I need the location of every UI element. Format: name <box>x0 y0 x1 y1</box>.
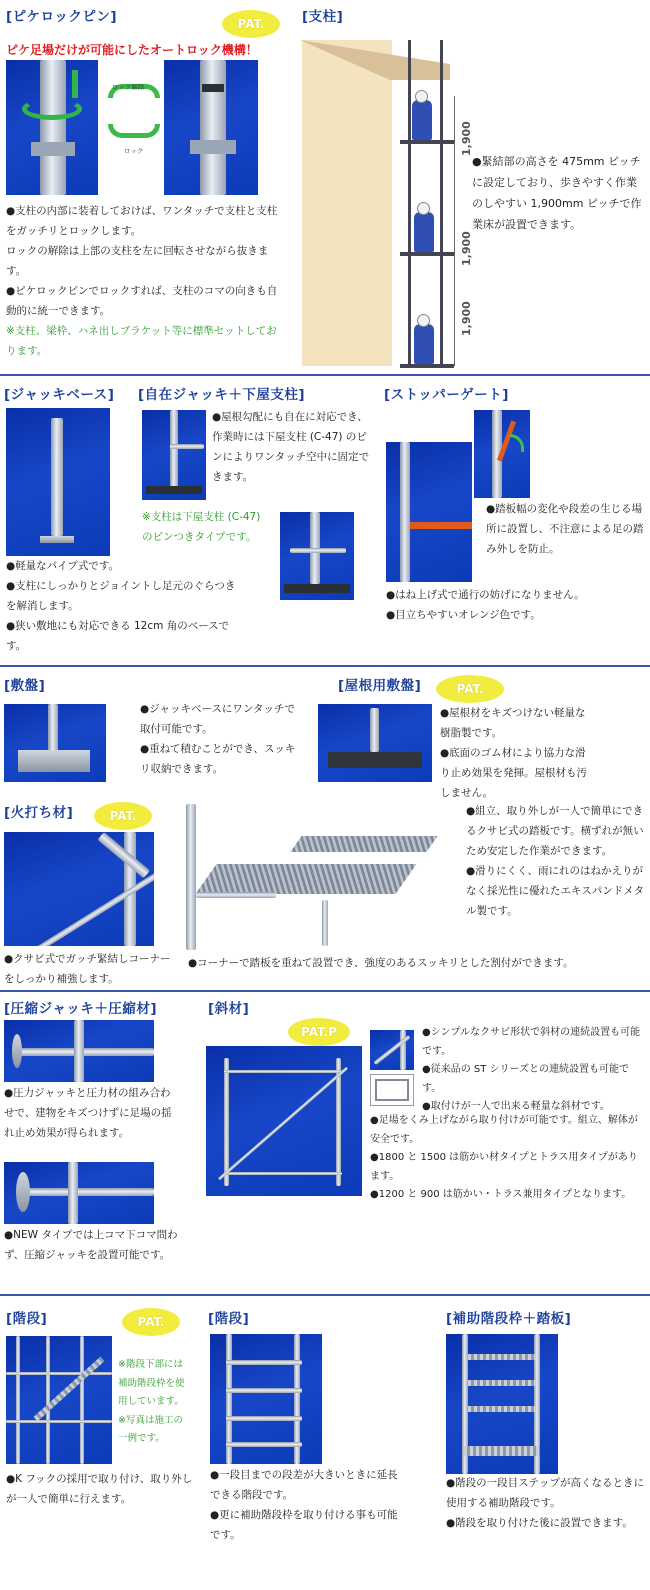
stairs1-text: ●K フックの採用で取り付け、取り外しが一人で簡単に行えます。 <box>6 1473 193 1505</box>
stairs1-photo <box>6 1336 112 1464</box>
aux-stairs-title: [補助階段枠＋踏板] <box>446 1311 572 1327</box>
unlock-label: ロック解除 <box>112 83 145 91</box>
stopper-photo-1 <box>386 442 472 582</box>
diagonal-text-3: ●取付けが一人で出来る軽量な斜材です。 <box>422 1101 610 1112</box>
diagonal-text-5: ●1800 と 1500 は筋かい材タイプとトラス用タイプがあります。 <box>370 1152 638 1182</box>
jack-base-text-1: ●軽量なパイプ式です。 <box>6 560 120 572</box>
diagonal-text-4: ●足場をくみ上げながら取り付けが可能です。組立、解体が安全です。 <box>370 1115 638 1145</box>
pin-subtitle: ピケ足場だけが可能にしたオートロック機構！ <box>6 43 258 57</box>
compress-photo-1 <box>4 1020 154 1082</box>
pat-badge: PAT. <box>436 675 504 703</box>
stopper-text-3: ●目立ちやすいオレンジ色です。 <box>386 608 541 621</box>
plank-text-2: ●滑りにくく、雨にれのはねかえりがなく採光性に優れたエキスパンドメタル製です。 <box>466 864 645 917</box>
stairs2-text <box>210 1466 398 1546</box>
plank-text-3: ●コーナーで踏板を重ねて設置でき、強度のあるスッキリとした割付ができます。 <box>188 957 574 969</box>
pin-text-2: ロックの解除は上部の支柱を左に回転させながら抜きます。 <box>6 244 269 277</box>
pat-badge: PAT. <box>222 10 280 38</box>
column-diagram <box>400 40 454 368</box>
section-divider <box>0 665 650 667</box>
plank-text-1: ●組立、取り外しが一人で簡単にできるクサビ式の踏板です。横ずれが無いため安定した作業ができます。 <box>466 805 644 857</box>
plank-text <box>466 802 646 922</box>
pat-badge: PAT.P <box>288 1018 350 1046</box>
pin-photo-right <box>164 60 258 195</box>
compress-text-1: ●圧力ジャッキと圧力材の組み合わせで、建物をキズつけずに足場の揺れ止め効果が得られます。 <box>4 1087 172 1139</box>
dimension-3: 1,900 <box>460 301 473 336</box>
stopper-title: [ストッパーゲート] <box>384 387 509 403</box>
brace-title: [火打ち材] <box>4 805 74 821</box>
jack-base-title: [ジャッキベース] <box>4 387 115 403</box>
compress-title: [圧縮ジャッキ＋圧縮材] <box>4 1001 158 1017</box>
lock-arrow-icon <box>108 124 160 138</box>
dimension-2: 1,900 <box>460 231 473 266</box>
roof-shikiban-text-1: ●屋根材をキズつけない軽量な樹脂製です。 <box>440 707 586 739</box>
free-jack-title: [自在ジャッキ＋下屋支柱] <box>138 387 306 403</box>
compress-photo-2 <box>4 1162 154 1224</box>
plank-photo <box>176 804 438 950</box>
pin-text-3: ●ピケロックピンでロックすれば、支柱のコマの向きも自動的に統一できます。 <box>6 284 278 317</box>
stairs2-text-2: ●更に補助階段枠を取り付ける事も可能です。 <box>210 1508 398 1541</box>
diagonal-photo <box>206 1046 362 1196</box>
jack-base-text-2: ●支柱にしっかりとジョイントし足元のぐらつきを解消します。 <box>6 579 236 612</box>
dimension-1: 1,900 <box>460 121 473 156</box>
free-jack-photo <box>142 410 206 500</box>
free-jack-note: ※支柱は下屋支柱 (C-47) のピンつきタイプです。 <box>142 511 261 543</box>
diagonal-detail-2 <box>370 1074 414 1106</box>
shikiban-photo <box>4 704 106 782</box>
aux-stairs-text-1: ●階段の一段目ステップが高くなるときに使用する補助階段です。 <box>446 1477 644 1509</box>
roof-shikiban-title: [屋根用敷盤] <box>338 678 422 694</box>
shikiban-text <box>140 700 300 780</box>
pin-title: [ピケロックピン] <box>6 9 118 25</box>
roof-shikiban-text <box>440 704 590 804</box>
diagonal-text-6: ●1200 と 900 は筋かい・トラス兼用タイプとなります。 <box>370 1189 632 1200</box>
diagonal-text-top <box>422 1024 646 1117</box>
pin-text <box>6 202 278 362</box>
section-divider <box>0 374 650 376</box>
shikiban-text-2: ●重ねて積むことができ、スッキリ収納できます。 <box>140 742 296 775</box>
dimension-line <box>454 96 455 366</box>
jack-base-text <box>6 557 240 657</box>
section-divider <box>0 1294 650 1296</box>
pin-note: ※支柱、梁枠、ハネ出しブラケット等に標準セットしております。 <box>6 324 277 357</box>
aux-stairs-text <box>446 1474 646 1534</box>
stopper-text <box>386 586 646 626</box>
stairs1-title: [階段] <box>6 1311 48 1327</box>
pin-photo-left <box>6 60 98 195</box>
brace-text: ●クサビ式でガッチ緊結しコーナーをしっかり補強します。 <box>4 953 171 985</box>
aux-stairs-photo <box>446 1334 558 1474</box>
free-jack-photo-2 <box>280 512 354 600</box>
diagonal-detail-1 <box>370 1030 414 1070</box>
pin-text-1: ●支柱の内部に装着しておけば、ワンタッチで支柱と支柱をガッチリとロックします。 <box>6 205 278 237</box>
stopper-text-1: ●踏板幅の変化や段差の生じる場所に設置し、不注意による足の踏み外しを防止。 <box>486 503 644 555</box>
diagonal-text-1: ●シンプルなクサビ形状で斜材の連続設置も可能です。 <box>422 1027 641 1057</box>
free-jack-text: ●屋根勾配にも自在に対応でき、作業時には下屋支柱 (C-47) のピンによりワンタッチ空中に固定できます。 <box>212 411 370 483</box>
wall-illustration <box>302 40 392 366</box>
brace-photo <box>4 832 154 946</box>
roof-shikiban-text-2: ●底面のゴム材により協力な滑り止め効果を発揮。屋根材も汚しません。 <box>440 746 587 799</box>
shikiban-text-1: ●ジャッキベースにワンタッチで取付可能です。 <box>140 703 296 735</box>
pat-badge: PAT. <box>122 1308 180 1336</box>
diagonal-text-bottom <box>370 1112 646 1205</box>
stairs2-photo <box>210 1334 322 1464</box>
roof-shikiban-photo <box>318 704 432 782</box>
stopper-photo-2 <box>474 410 530 498</box>
compress-text-2: ●NEW タイプでは上コマ下コマ問わず、圧縮ジャッキを設置可能です。 <box>4 1229 178 1261</box>
stairs1-note: ※階段下部には補助階段枠を使用しています。※写真は施工の一例です。 <box>118 1359 185 1445</box>
stairs2-text-1: ●一段目までの段差が大きいときに延長できる階段です。 <box>210 1469 398 1501</box>
aux-stairs-text-2: ●階段を取り付けた後に設置できます。 <box>446 1516 633 1529</box>
shikiban-title: [敷盤] <box>4 678 46 694</box>
stairs2-title: [階段] <box>208 1311 250 1327</box>
column-title: [支柱] <box>302 9 344 25</box>
lock-label: ロック <box>124 147 144 155</box>
diagonal-text-2: ●従来品の ST シリーズとの連続設置も可能です。 <box>422 1064 630 1094</box>
pat-badge: PAT. <box>94 802 152 830</box>
column-text: ●緊結部の高さを 475mm ピッチに設定しており、歩きやすく作業のしやすい 1,900mm ピッチで作業床が設置できます。 <box>472 155 642 231</box>
jack-base-text-3: ●狭い敷地にも対応できる 12cm 角のベースです。 <box>6 619 230 652</box>
stopper-text-2: ●はね上げ式で通行の妨げになりません。 <box>386 589 585 601</box>
jack-base-photo <box>6 408 110 556</box>
diagonal-title: [斜材] <box>208 1001 250 1017</box>
section-divider <box>0 990 650 992</box>
